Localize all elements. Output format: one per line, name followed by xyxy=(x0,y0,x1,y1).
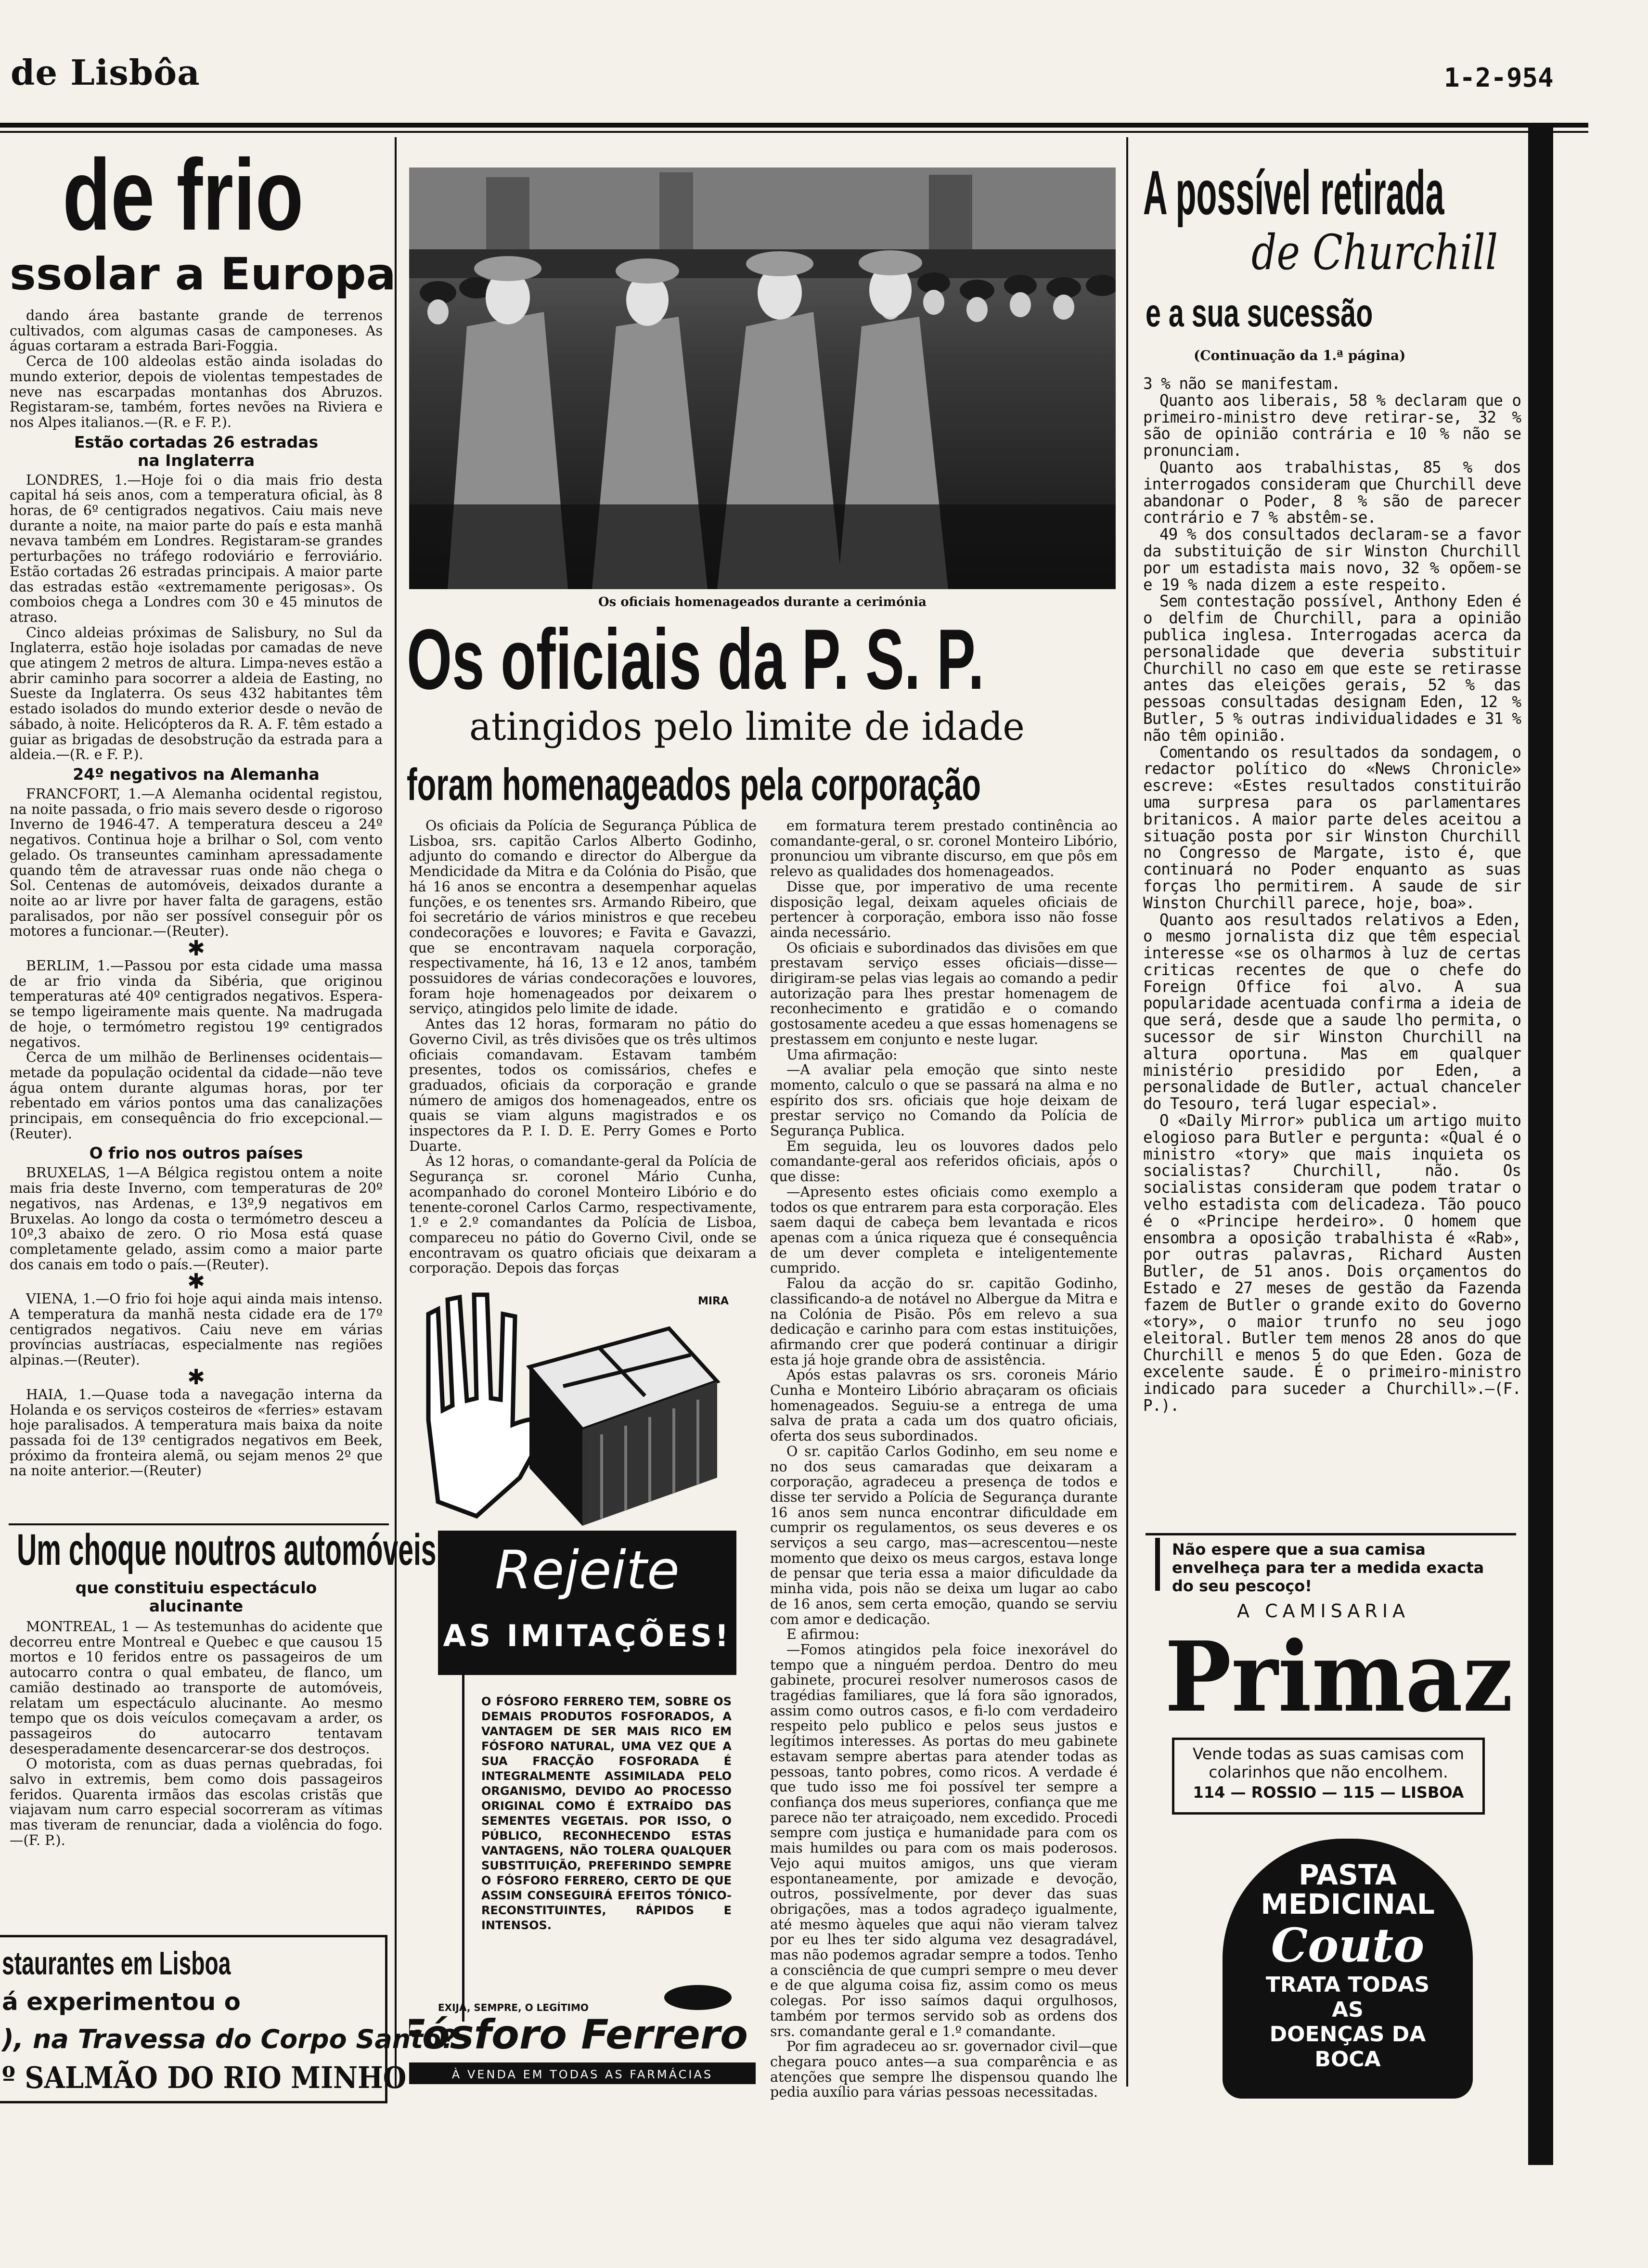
primaz-address: 114 — ROSSIO — 115 — LISBOA xyxy=(1193,1783,1464,1802)
ferrero-ad-artwork xyxy=(409,1276,756,2084)
primaz-body: Vende todas as suas camisas com colarinhos que não encolhem. xyxy=(1192,1744,1465,1781)
rc-paragraph: Comentando os resultados da sondagem, o redactor político do «News Chronicle» escreve: «Estes resultados constituirão uma surpresa para os parlamentares britanicos. A maior parte deles aceitou a situação posta por sir Winston Churchill no Congresso de Margate, isto é, que continuará no Poder enquanto as suas forças lho permitirem. A saude de sir Winston Churchill parece, hoje, boa». xyxy=(1143,743,1521,912)
left-para: HAIA, 1.—Quase toda a navegação interna da Holanda e os serviços costeiros de «ferries» estavam hoje paralisados. A temperatura mais baixa da noite passada foi de 13º centigrados negativos em Beek, próximo da fronteira alemã, ou sejam menos 2º que na noite anterior.—(Reuter) xyxy=(10,1386,383,1479)
primaz-pre: A CAMISARIA xyxy=(1237,1600,1410,1622)
left-subhead-germany: 24º negativos na Alemanha xyxy=(73,764,320,784)
left-para: MONTREAL, 1 — As testemunhas do acidente que decorreu entre Montreal e Quebec e que causou 15 mortos e 10 feridos entre os passageiros de um autocarro contra o qual embateu, de flanco, um camião destinado ao transporte de automóveis, relatam um espectáculo alucinante. Ao mesmo tempo que os dois veículos começavam a arder, os passageiros do autocarro tentavam desesperadamente desencarcerar-se dos destroços. xyxy=(10,1619,383,1757)
couto-line-4: AS xyxy=(1332,1997,1364,2022)
right-section-rule xyxy=(1146,1533,1516,1535)
right-headline-2: de Churchill xyxy=(1251,224,1498,281)
primaz-slogan: Não espere que a sua camisa envelheça para ter a medida exacta do seu pescoço! xyxy=(1172,1540,1484,1595)
restaurant-ad-line-1: staurantes em Lisboa xyxy=(2,1945,231,1982)
left-headline-2: ssolar a Europa xyxy=(10,248,396,300)
couto-line-6: BOCA xyxy=(1314,2047,1381,2072)
center-headline-3: foram homenageados pela corporação xyxy=(407,759,981,810)
c2-paragraph: —Apresento estes oficiais como exemplo a todos os que entrarem para esta corporação. Eles saem daqui de cabeça bem levantada e ricos apenas com a única riqueza que é consequência de um dever completa e inteligentemente cumprido. xyxy=(770,1184,1118,1276)
rc-paragraph: 3 % não se manifestam. xyxy=(1143,374,1340,393)
left-para: Cinco aldeias próximas de Salisbury, no Sul da Inglaterra, estão hoje isoladas por camadas de neve que atingem 2 metros de altura. Limpa-neves estão a abrir caminho para socorrer a aldeia de Easting, no Sueste da Inglaterra. Os seus 432 habitantes têm estado isolados do mundo exterior desde o nevão de sábado, à noite. Helicópteros da R. A. F. têm estado a guiar as brigadas de desobstrução da estrada para a aldeia.—(R. e F. P.). xyxy=(10,624,383,763)
photo-caption: Os oficiais homenageados durante a cerimónia xyxy=(598,595,927,609)
ad-exija: EXIJA, SEMPRE, O LEGÍTIMO xyxy=(438,2002,589,2013)
ad-body-text: O FÓSFORO FERRERO TEM, SOBRE OS DEMAIS PRODUTOS FOSFORADOS, A VANTAGEM DE SER MAIS RICO EM FÓSFORO NATURAL, UMA VEZ QUE A SUA FRACÇÃO FOSFORADA É INTEGRALMENTE ASSIMILADA PELO ORGANISMO, DEVIDO AO PROCESSO ORIGINAL COMO É EXTRAÍDO DAS SEMENTES VEGETAIS. POR ISSO, O PÚBLICO, RECONHECENDO ESTAS VANTAGENS, NÃO TOLERA QUALQUER SUBSTITUIÇÃO, PREFERINDO SEMPRE O FÓSFORO FERRERO, CERTO DE QUE ASSIM CONSEGUIRÁ EFEITOS TÓNICO-RECONSTITUINTES, RÁPIDOS E INTENSOS. xyxy=(481,1695,732,1932)
left-para: FRANCFORT, 1.—A Alemanha ocidental registou, na noite passada, o frio mais severo desde o rigoroso Inverno de 1946-47. A temperatura desceu a 24º negativos. Continua hoje a brilhar o Sol, com vento gelado. Os transeuntes caminham apressadamente quando têm de atravessar ruas onde não chega o Sol. Centenas de automóveis, deixados durante a noite ao ar livre por haver falta de garagens, estão paralisados, por não ser possível conseguir pôr os motores a funcionar.—(Reuter). xyxy=(10,786,383,940)
restaurant-ad-line-2: á experimentou o xyxy=(2,1988,241,2016)
rc-paragraph: Quanto aos liberais, 58 % declaram que o primeiro-ministro deve retirar-se, 32 % são de opinião contrária e 10 % não se pronunciam. xyxy=(1143,391,1521,460)
ceremony-photo xyxy=(409,168,1116,589)
restaurant-ad-line-3: ), na Travessa do Corpo Santo? xyxy=(2,2024,456,2054)
left-para: dando área bastante grande de terrenos cultivados, com algumas casas de camponeses. As águas cortaram a estrada Bari-Foggia. xyxy=(10,308,383,354)
c2-paragraph: Em seguida, leu os louvores dados pelo comandante-geral aos referidos oficiais, após o que disse: xyxy=(770,1138,1118,1185)
auto-subhead-1: que constituiu espectáculo xyxy=(75,1578,317,1597)
couto-line-5: DOENÇAS DA xyxy=(1269,2022,1426,2047)
rc-paragraph: 49 % dos consultados declaram-se a favor da substituição de sir Winston Churchill por um estadista mais novo, 32 % opõem-se e 19 % nada dizem a este respeito. xyxy=(1143,525,1521,594)
right-margin-bar xyxy=(1528,124,1553,2165)
c1-paragraph: Às 12 horas, o comandante-geral da Polícia de Segurança sr. coronel Mário Cunha, acompanhado do coronel Monteiro Libório e do tenente-coronel Carlos Carmo, respectivamente, 1.º e 2.º comandantes da Polícia de Lisboa, compareceu no pátio do Governo Civil, onde se encontravam os quatro oficiais que deixaram a corporação. Depois das forças xyxy=(409,1153,757,1276)
ferrero-ad xyxy=(409,1276,756,2084)
rc-paragraph: Sem contestação possível, Anthony Eden é o delfim de Churchill, para a opinião publica inglesa. Interrogadas acerca da personalidade que deveria substituir Churchill no caso em que este se retirasse antes das eleições gerais, 52 % das pessoas consultadas designam Eden, 12 % Butler, 5 % outras individualidades e 31 % não têm opinião. xyxy=(1143,592,1521,745)
c2-paragraph: Os oficiais e subordinados das divisões em que prestavam serviço esses oficiais—disse—dirigiram-se pelas vias legais ao comando a pedir autorização para lhes prestar homenagem de reconhecimento e gratidão e o comando gostosamente acedeu a que essas homenagens se prestassem em conjunto e neste lugar. xyxy=(770,940,1118,1047)
c2-paragraph: —Fomos atingidos pela foice inexorável do tempo que a ninguém perdoa. Dentro do meu gabinete, procurei resolver numerosos casos de tragédias familiares, que lá fora são ignorados, assim como outros casos, e fi-lo com verdadeiro respeito pelo publico e pelos seus justos e legítimos interesses. As portas do meu gabinete estavam sempre abertas para atender todas as pessoas, tanto pobres, como ricos. A verdade é que tudo isso me foi possível ter sempre a confiança dos meus superiores, confiança que me parece não ter atraiçoado, nem excedido. Procedi sempre com justiça e humanidade para com os mais humildes ou para com os mais poderosos. Vejo aqui muitos amigos, uns que vieram espontaneamente, por amizade e devoção, outros, possívelmente, por dever das suas obrigações, mas a todos agradeço igualmente, até mesmo àqueles que aqui não vieram talvez por eu lhes ter sido alguma vez desagradável, mas não podemos agradar sempre a todos. Tenho a consciência de que cumpri sempre o meu dever e de que alguma coisa fiz, assim como os meus colegas. Por isso saímos daqui orgulhosos, também por termos servido sob as ordens dos srs. comandante geral e 1.º comandante. xyxy=(770,1641,1118,2039)
rc-paragraph: Quanto aos resultados relativos a Eden, o mesmo jornalista diz que têm especial interesse «se os olharmos à luz de certas criticas recentes de que o chefe do Foreign Office foi alvo. A sua popularidade acentuada confirma a ideia de que será, desde que a saude lho permita, o sucessor de sir Winston Churchill na altura oportuna. Mas em qualquer ministério presidido por Eden, a personalidade de Butler, actual chanceler do Tesouro, terá lugar especial». xyxy=(1143,910,1521,1113)
center-headline-1: Os oficiais da P. S. P. xyxy=(407,611,984,707)
c2-paragraph: —A avaliar pela emoção que sinto neste momento, calculo o que se passará na alma e no espírito dos srs. oficiais que hoje deixam de prestar serviço no Comando da Polícia de Segurança Publica. xyxy=(770,1062,1118,1139)
center-col-1 xyxy=(409,818,757,1276)
rc-paragraph: O «Daily Mirror» publica um artigo muito elogioso para Butler e pergunta: «Qual é o ministro «tory» que mais inquieta os socialistas? Churchill, não. Os socialistas consideram que podem tratar o velho estadista com delicadeza. Tão pouco é o «Principe herdeiro». O homem que ensombra a oposição trabalhista é «Rab», por outras palavras, Richard Austen Butler, de 51 anos. Dois orçamentos do Estado e 27 meses de gestão da Fazenda fazem de Butler o grande exito do Governo «tory», o maior trunfo no seu jogo eleitoral. Butler tem menos 28 anos do que Churchill e menos 5 do que Eden. Goza de excelente saude. É o primeiro-ministro indicado para suceder a Churchill».—(F. P.). xyxy=(1143,1111,1521,1415)
c2-paragraph: Disse que, por imperativo de uma recente disposição legal, deixam aqueles oficiais de pertencer à corporação, embora isso não fosse ainda necessário. xyxy=(770,878,1118,941)
pill-box-icon xyxy=(664,1985,732,2010)
auto-headline: Um choque noutros automóveis xyxy=(17,1525,437,1574)
rc-paragraph: Quanto aos trabalhistas, 85 % dos interrogados consideram que Churchill deve abandonar o Poder, 8 % são de parecer contrário e 7 % abstêm-se. xyxy=(1143,458,1521,527)
top-rule-thin xyxy=(0,131,1588,133)
left-para: Cerca de 100 aldeolas estão ainda isoladas do mundo exterior, depois de violentas tempestades de neve nas escarpadas montanhas dos Abruzos. Registaram-se, também, fortes nevões na Riviera e nos Alpes italianos.—(R. e F. P.). xyxy=(10,353,383,430)
separator-star: ✱ xyxy=(187,1269,205,1294)
ad-footer: À VENDA EM TODAS AS FARMÁCIAS xyxy=(451,2068,713,2081)
couto-line-3: TRATA TODAS xyxy=(1265,1972,1430,1997)
left-para: BERLIM, 1.—Passou por esta cidade uma massa de ar frio vinda da Sibéria, que originou temperaturas até 40º centigrados negativos. Espera-se tempo ligeiramente mais quente. Na madrugada de hoje, o termómetro registou 19º centigrados negativos. xyxy=(10,958,383,1050)
left-subhead-england-2: na Inglaterra xyxy=(137,451,255,470)
ad-imitacoes: AS IMITAÇÕES! xyxy=(443,1618,732,1653)
c2-paragraph: Após estas palavras os srs. coroneis Mário Cunha e Monteiro Libório abraçaram os oficiais homenageados. Seguiu-se a entrega de uma salva de prata a cada um dos quatro oficiais, oferta dos seus subordinados. xyxy=(770,1367,1118,1444)
restaurant-ad-line-4: º SALMÃO DO RIO MINHO xyxy=(2,2060,407,2095)
primaz-slogan-bar xyxy=(1155,1538,1160,1591)
left-para: VIENA, 1.—O frio foi hoje aqui ainda mais intenso. A temperatura da manhã nesta cidade era de 17º centigrados negativos. Caiu neve em várias províncias austríacas, especialmente nas regiões alpinas.—(Reuter). xyxy=(10,1291,383,1368)
column-divider-left xyxy=(395,137,397,2087)
ceremony-photo-image xyxy=(409,168,1116,589)
auto-subhead-2: alucinante xyxy=(149,1597,244,1615)
ad-signature: MIRA xyxy=(698,1295,729,1307)
column-divider-right xyxy=(1126,137,1128,2087)
masthead-paper-name: de Lisbôa xyxy=(11,52,200,93)
masthead-date: 1-2-954 xyxy=(1444,63,1554,93)
c1-paragraph: Antes das 12 horas, formaram no pátio do Governo Civil, as três divisões que os três ultimos oficiais comandavam. Estavam também presentes, todos os comissários, chefes e graduados, oficiais da corporação e grande número de amigos dos homenageados, entre os quais se viam alguns magistrados e os inspectores da P. I. D. E. Perry Gomes e Porto Duarte. xyxy=(409,1016,757,1154)
left-para: LONDRES, 1.—Hoje foi o dia mais frio desta capital há seis anos, com a temperatura oficial, às 8 horas, de 6º centigrados negativos. Caiu mais neve durante a noite, na maior parte do país e esta manhã nevava também em Londres. Registaram-se grandes perturbações no tráfego rodoviário e ferroviário. Estão cortadas 26 estradas principais. A maior parte das estradas estão «extremamente perigosas». Os comboios chega a Londres com 30 e 45 minutos de atraso. xyxy=(10,472,383,625)
left-article-accident xyxy=(10,1579,383,1848)
c2-paragraph: E afirmou: xyxy=(786,1626,860,1643)
couto-ad xyxy=(1223,1839,1473,2099)
center-headline-2: atingidos pelo limite de idade xyxy=(469,704,1025,749)
left-para: BRUXELAS, 1—A Bélgica registou ontem a noite mais fria deste Inverno, com temperaturas de 20º negativos, nas Ardenas, e 13º,9 negativos em Bruxelas. Ao longo da costa o termómetro desceu a 10º,3 abaixo de zero. O rio Mosa está quase completamente gelado, assim como a maior parte dos canais em todo o país.—(Reuter). xyxy=(10,1165,383,1273)
couto-line-1: PASTA xyxy=(1299,1858,1397,1891)
top-rule xyxy=(0,123,1588,128)
restaurant-ad-box xyxy=(0,1935,456,2103)
right-article xyxy=(1143,375,1521,1414)
c2-paragraph: Uma afirmação: xyxy=(786,1046,898,1063)
left-subhead-other-countries: O frio nos outros países xyxy=(89,1144,303,1163)
c2-paragraph: Falou da acção do sr. capitão Godinho, classificando-a de notável no Albergue da Mitra e na Colónia de Pisão. Pôs em relevo a sua dedicação e carinho para com estas instituições, afirmando crer que poderá continuar a dirigir esta já hoje grande obra de assistência. xyxy=(770,1276,1118,1368)
ad-brand: Fósforo Ferrero xyxy=(409,2011,748,2058)
left-headline-1: de frio xyxy=(63,138,304,251)
separator-star: ✱ xyxy=(187,936,205,961)
couto-line-2: MEDICINAL xyxy=(1261,1888,1435,1920)
primaz-brand: Primaz xyxy=(1165,1621,1513,1734)
right-headline-1: A possível retirada xyxy=(1143,157,1444,228)
left-para: O motorista, com as duas pernas quebradas, foi salvo in extremis, bem como dois passageiros feridos. Quarenta irmãos das escolas cristãs que viajavam num carro especial socorreram as vítimas mas tiveram de renunciar, dada a violência do fogo.—(F. P.). xyxy=(10,1756,383,1848)
right-headline-3: e a sua sucessão xyxy=(1146,291,1373,335)
primaz-info-box xyxy=(1172,1738,1485,1815)
c2-paragraph: em formatura terem prestado continência ao comandante-geral, o sr. coronel Monteiro Libório, pronunciou um vibrante discurso, em que pôs em relevo as qualidades dos homenageados. xyxy=(770,818,1118,880)
couto-brand: Couto xyxy=(1271,1918,1425,1972)
separator-star: ✱ xyxy=(187,1365,205,1390)
left-article-cold xyxy=(10,308,383,1479)
center-col-2 xyxy=(770,818,1118,2100)
ad-rejeite: Rejeite xyxy=(495,1539,680,1601)
left-subhead-england-1: Estão cortadas 26 estradas xyxy=(74,432,319,451)
c1-paragraph: Os oficiais da Polícia de Segurança Pública de Lisboa, srs. capitão Carlos Alberto Godinho, adjunto do comando e director do Albergue da Mendicidade da Mitra e da Colónia do Pisão, que há 16 anos se encontra a desempenhar aquelas funções, e os tenentes srs. Armando Ribeiro, que foi secretário de vários ministros e que recebeu condecorações e louvores; e Favita e Gavazzi, que se encontravam naquela corporação, respectivamente, há 16, 13 e 12 anos, também possuidores de várias condecorações e louvores, foram hoje homenageados por deixarem o serviço, atingidos pelo limite de idade. xyxy=(409,818,757,1017)
c2-paragraph: Por fim agradeceu ao sr. governador civil—que chegara pouco antes—a sua comparência e as atenções que sempre lhe dispensou quando lhe pedia auxílio para várias pessoas necessitadas. xyxy=(770,2038,1118,2100)
left-para: Cerca de um milhão de Berlinenses ocidentais—metade da população ocidental da cidade—não teve água ontem durante algumas horas, por ter rebentado em vários pontos uma das canalizações principais, em consequência do frio excepcional.—(Reuter). xyxy=(10,1049,383,1142)
continuation-note: (Continuação da 1.ª página) xyxy=(1194,348,1406,363)
gift-box-icon xyxy=(529,1328,717,1526)
c2-paragraph: O sr. capitão Carlos Godinho, em seu nome e no dos seus camaradas que deixaram a corporação, agradeceu a presença de todos e disse ter servido a Polícia de Segurança durante 16 anos sem nunca encontrar dificuldade em cumprir os regulamentos, os seus deveres e os serviços a seu cargo, mas—acrescentou—neste momento que deixo os meus cargos, estava longe de pensar que teria essa a maior dificuldade da minha vida, pois não se deixa um lugar ao cabo de 16 anos, sem certa emoção, quando se serviu com amor e dedicação. xyxy=(770,1443,1118,1627)
